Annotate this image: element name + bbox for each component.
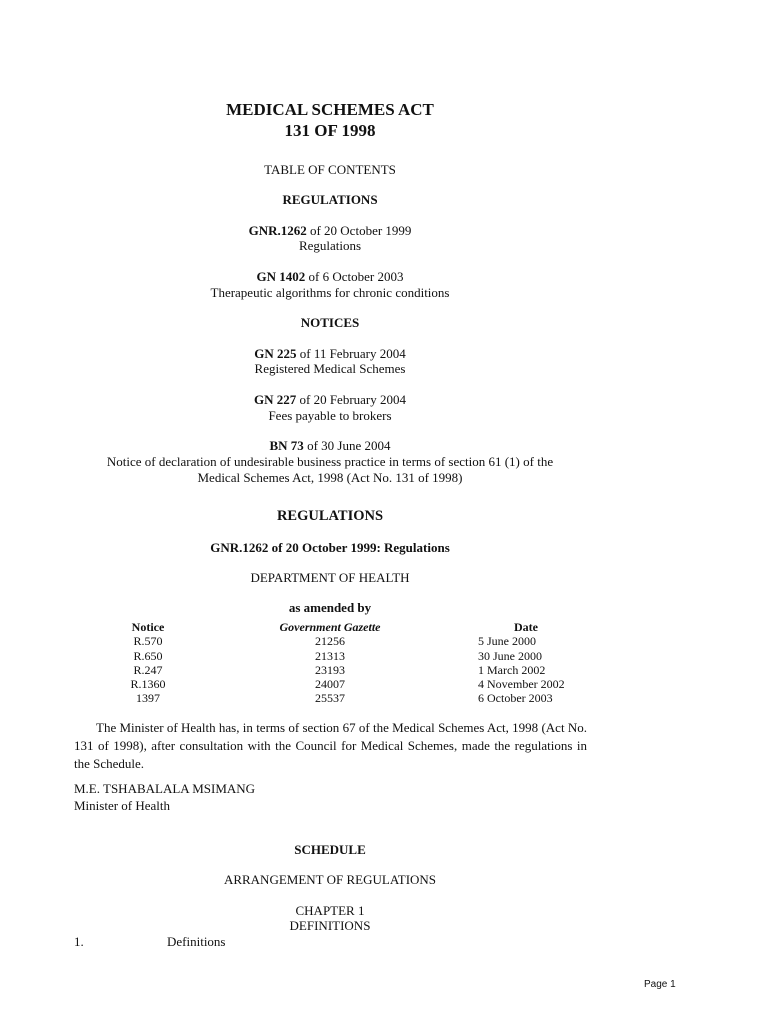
signatory-title: Minister of Health xyxy=(74,798,171,813)
toc-entry-date: of 11 February 2004 xyxy=(296,346,406,361)
toc-entry-ref: GN 225 xyxy=(254,346,297,361)
department-label: DEPARTMENT OF HEALTH xyxy=(250,570,410,585)
toc-entry-ref: GN 227 xyxy=(253,392,297,407)
toc-heading: TABLE OF CONTENTS xyxy=(264,162,396,177)
table-cell: 23193 xyxy=(315,662,345,677)
table-cell: 1 March 2002 xyxy=(478,662,546,677)
toc-notices-heading: NOTICES xyxy=(300,315,360,330)
toc-entry-desc: Regulations xyxy=(298,238,362,253)
toc-entry-ref: BN 73 xyxy=(269,438,304,453)
toc-entry-gn1402 xyxy=(0,269,660,285)
page-number: Page 1 xyxy=(644,979,676,990)
regulation-title: Definitions xyxy=(167,934,226,949)
toc-entry-desc: Notice of declaration of undesirable business practice in terms of section 61 (1) of the xyxy=(106,454,554,469)
chapter-title: DEFINITIONS xyxy=(289,918,371,933)
signature-block xyxy=(74,780,255,814)
toc-entry-desc: Therapeutic algorithms for chronic conditions xyxy=(210,285,450,300)
table-cell: 24007 xyxy=(315,677,345,692)
table-cell: 4 November 2002 xyxy=(478,677,565,692)
table-cell: 30 June 2000 xyxy=(478,648,542,663)
arrangement-heading: ARRANGEMENT OF REGULATIONS xyxy=(223,872,437,887)
column-header: Notice xyxy=(131,620,165,634)
table-cell: R.1360 xyxy=(130,677,166,692)
table-cell: 6 October 2003 xyxy=(478,691,553,706)
table-cell: 1397 xyxy=(136,691,160,706)
toc-entry-desc: Registered Medical Schemes xyxy=(254,361,406,376)
regulations-subheading: GNR.1262 of 20 October 1999: Regulations xyxy=(210,540,450,555)
table-cell: 25537 xyxy=(315,691,345,706)
amendments-gazette-column xyxy=(250,620,410,706)
toc-entry-gn225 xyxy=(0,346,660,362)
toc-regulations-heading: REGULATIONS xyxy=(282,192,378,207)
column-header: Government Gazette xyxy=(279,620,381,634)
chapter-heading: CHAPTER 1 xyxy=(295,903,365,918)
toc-entry-gn227 xyxy=(0,392,660,408)
regulation-number: 1. xyxy=(74,934,84,949)
column-header: Date xyxy=(514,620,538,634)
amendments-notice-column xyxy=(98,620,198,706)
table-cell: R.247 xyxy=(133,662,163,677)
amended-by-label: as amended by xyxy=(288,600,372,615)
act-title: MEDICAL SCHEMES ACT xyxy=(226,100,434,119)
signatory-name: M.E. TSHABALALA MSIMANG xyxy=(74,781,256,796)
toc-entry-bn73 xyxy=(0,438,660,454)
toc-entry-date: of 30 June 2004 xyxy=(303,438,391,453)
act-number: 131 OF 1998 xyxy=(284,121,376,140)
table-cell: 21313 xyxy=(315,648,345,663)
toc-entry-desc: Fees payable to brokers xyxy=(268,408,392,423)
toc-entry-date: of 20 October 1999 xyxy=(306,223,412,238)
preamble-paragraph: The Minister of Health has, in terms of section 67 of the Medical Schemes Act, 1998 (Act No. 131 of 1998), after consultation with the Council for Medical Schemes, made the regulations in the Schedule. xyxy=(74,720,587,771)
amendments-date-column xyxy=(478,620,598,706)
table-cell: 21256 xyxy=(315,634,345,649)
table-cell: 5 June 2000 xyxy=(478,634,536,649)
toc-entry-date: of 20 February 2004 xyxy=(296,392,406,407)
toc-entry-ref: GNR.1262 xyxy=(248,223,307,238)
toc-entry-date: of 6 October 2003 xyxy=(305,269,404,284)
table-cell: R.570 xyxy=(133,634,163,649)
regulations-heading: REGULATIONS xyxy=(276,508,384,524)
toc-entry-ref: GN 1402 xyxy=(256,269,306,284)
toc-entry-desc-cont: Medical Schemes Act, 1998 (Act No. 131 of 1998) xyxy=(197,470,463,485)
table-cell: R.650 xyxy=(133,648,163,663)
toc-entry-gnr1262 xyxy=(0,223,660,239)
schedule-heading: SCHEDULE xyxy=(294,842,366,857)
